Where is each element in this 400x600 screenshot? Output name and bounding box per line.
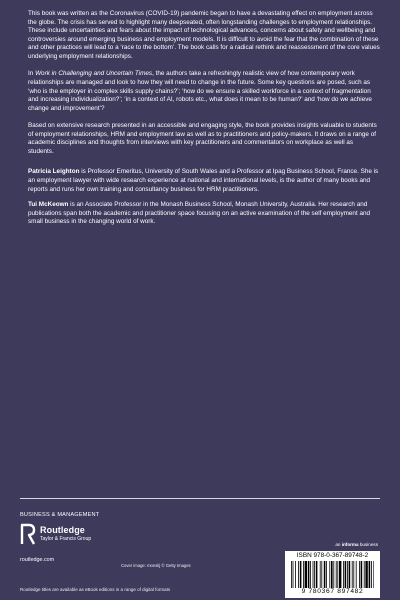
author-bio-text-1: is Professor Emeritus, University of South Wales and a Professor at Ipag Business School, France. She is an employment lawyer with wide research experience at national and international levels, is the author of many books and reports and runs her own training and consultancy business for HRM practitioners. bbox=[28, 168, 379, 193]
barcode-digits: 9 780367 897482 bbox=[301, 588, 364, 595]
book-title-italic: Work in Challenging and Uncertain Times bbox=[35, 70, 153, 78]
barcode-bar bbox=[331, 561, 333, 588]
barcode-bar bbox=[361, 561, 363, 588]
barcode-bar bbox=[364, 561, 365, 588]
barcode-bar bbox=[291, 561, 292, 588]
barcode-bar bbox=[337, 561, 338, 588]
informa-suffix: business bbox=[358, 542, 378, 547]
barcode-bar bbox=[347, 561, 348, 588]
barcode-bar bbox=[373, 561, 374, 588]
cover-image-credit: Cover image: monsitj © Getty Images bbox=[121, 563, 191, 568]
blurb-paragraph-1: This book was written as the Coronavirus (COVID-19) pandemic began to have a devastating effect on employment across the globe. The crisis has served to highlight many deepseated, often longstanding challenges to employment relationships. These include uncertainties and fears about the impact of technological advances, concerns about safety and wellbeing and controversies around emerging business and employment models. It is difficult to avoid the fear that the combination of these and other practices will lead to a ‘race to the bottom’. The book calls for a radical rethink and reassessment of the core values underlying employment relationships. bbox=[28, 10, 380, 60]
barcode-bar bbox=[295, 561, 296, 588]
author-name-2: Tui McKeown bbox=[28, 201, 69, 209]
barcode-bar bbox=[365, 561, 367, 588]
barcode-bar bbox=[345, 561, 347, 588]
isbn-label: ISBN 978-0-367-89748-2 bbox=[296, 552, 369, 559]
barcode-bar bbox=[339, 561, 341, 588]
blurb-paragraph-2-post: , the authors take a refreshingly realistic view of how contemporary work relationships are managed and look to how they will need to change in the future. Some key questions are posed, such as ‘who is the employer in complex skills supply chains?’; ‘how do we ensure a skilled workforce in a context of fragmentation and increasing individualization?’; ‘in a context of AI, robots etc., what does it mean to be human?’ and ‘how do we achieve change and improvement’? bbox=[28, 70, 372, 112]
barcode-bar bbox=[305, 561, 307, 588]
informa-prefix: an bbox=[335, 542, 342, 547]
barcode-bar bbox=[371, 561, 372, 588]
publisher-website: routledge.com bbox=[20, 557, 55, 563]
barcode-bar bbox=[320, 561, 321, 588]
barcode-bar bbox=[293, 561, 294, 588]
barcode-bar bbox=[303, 561, 304, 588]
author-bio-1 bbox=[28, 168, 380, 194]
author-bio-2 bbox=[28, 201, 380, 227]
barcode-bar bbox=[369, 561, 371, 588]
barcode-bar bbox=[343, 561, 344, 588]
barcode-bar bbox=[308, 561, 310, 588]
publisher-logo bbox=[20, 522, 130, 552]
publisher-name: Routledge bbox=[40, 525, 85, 535]
routledge-logo-icon bbox=[20, 522, 36, 546]
barcode-bar bbox=[298, 561, 299, 588]
barcode-bar bbox=[356, 561, 357, 588]
subject-category: BUSINESS & MANAGEMENT bbox=[20, 512, 100, 518]
barcode-bar bbox=[329, 561, 330, 588]
barcode-bar bbox=[316, 561, 318, 588]
blurb-text bbox=[28, 10, 380, 234]
barcode-bar bbox=[314, 561, 315, 588]
barcode-bar bbox=[359, 561, 360, 588]
informa-tagline bbox=[335, 542, 378, 547]
barcode-bar bbox=[353, 561, 354, 588]
barcode-bar bbox=[324, 561, 326, 588]
barcode-bar bbox=[349, 561, 351, 588]
divider-line bbox=[20, 498, 380, 499]
author-bio-text-2: is an Associate Professor in the Monash Business School, Monash University, Australia. Her research and publications span both the academic and practitioner space focusing on an active examination of the self employment and small business in the changing world of work. bbox=[28, 201, 371, 226]
blurb-paragraph-2-pre: In bbox=[28, 70, 36, 78]
barcode-bar bbox=[313, 561, 314, 588]
blurb-paragraph-3: Based on extensive research presented in an accessible and engaging style, the book provides insights valuable to students of employment relationships, HRM and employment law as well as to practitioners and policy-makers. It draws on a range of academic disciplines and thoughts from interviews with key practitioners and commentators on workplace as well as students. bbox=[28, 122, 377, 155]
author-name-1: Patricia Leighton bbox=[28, 168, 80, 176]
barcode-bar bbox=[333, 561, 334, 588]
barcode-bar bbox=[336, 561, 337, 588]
blurb-paragraph-2 bbox=[28, 70, 380, 113]
isbn-barcode-block bbox=[285, 551, 380, 598]
ebook-note: Routledge titles are available as eBook editions in a range of digital formats bbox=[20, 587, 171, 592]
barcode-icon bbox=[291, 561, 374, 588]
publisher-group: Taylor & Francis Group bbox=[40, 536, 92, 542]
barcode-bar bbox=[326, 561, 327, 588]
barcode-bar bbox=[321, 561, 322, 588]
barcode-bar bbox=[310, 561, 311, 588]
barcode-bar bbox=[300, 561, 302, 588]
informa-brand: informa bbox=[341, 542, 359, 547]
barcode-bar bbox=[352, 561, 353, 588]
